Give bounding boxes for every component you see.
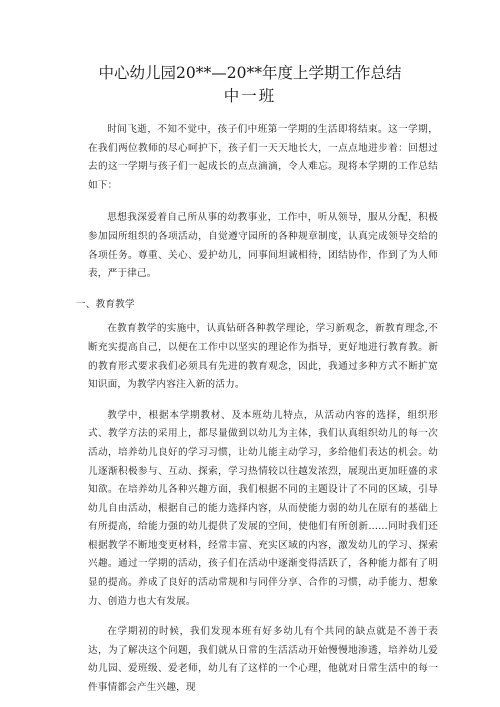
paragraph-intro: 时间飞逝，不知不觉中，孩子们中班第一学期的生活即将结束。这一学期，在我们两位教师的尽心呵护下，孩子们一天天地长大，一点点地进步着：回想过去的这一学期与孩子们一起成长的点点滴滴，令人难忘。现将本学期的工作总结如下： bbox=[88, 124, 438, 191]
paragraph-teaching-3: 在学期初的时候，我们发现本班有好多幼儿有个共同的缺点就是不善于表达，为了解决这个问题，我们就从日常的生活活动开始慢慢地渗透，培养幼儿爱幼儿园、爱班级、爱老师，幼儿有了这样的一个心理，他就对日常生活中的每一件事情都会产生兴趣，现 bbox=[88, 626, 438, 694]
section-heading: 一、教育教学 bbox=[76, 298, 135, 310]
paragraph-teaching-2: 教学中，根据本学期教材、及本班幼儿特点，从活动内容的选择，组织形式、教学方法的采用上，都尽量做到以幼儿为主体，我们认真组织幼儿的每一次活动，培养幼儿良好的学习习惯，让幼儿能主动学习，多给他们表达的机会。幼儿逐渐积极参与、互动、探索，学习热情较以往越发浓烈，展现出更加旺盛的求知欲。在培养幼儿各种兴趣方面，我们根据不同的主题设计了不同的区域，引导幼儿自由活动，根据自己的能力选择内容，从而使能力弱的幼儿在原有的基础上有所提高，给能力强的幼儿提供了发展的空间，使他们有所创新……同时我们还根据教学不断地变更材料，经常丰富、充实区域的内容，激发幼儿的学习、探索兴趣。通过一学期的活动，孩子们在活动中逐渐变得活跃了，各种能力都有了明显的提高。养成了良好的活动常规和与同伴分享、合作的习惯，动手能力、想象力、创造力也大有发展。 bbox=[88, 409, 438, 607]
document-subtitle: 中一班 bbox=[223, 87, 277, 105]
document-title: 中心幼儿园20**—20**年度上学期工作总结 bbox=[98, 64, 402, 82]
paragraph-teaching-1: 在教育教学的实施中，认真钻研各种教学理论，学习新观念，新教育理念,不断充实提高自己，以便在工作中以坚实的理论作为指导，更好地进行教育教。新的教育形式要求我们必须具有先进的教育观念，因此，我通过多种方式不断扩宽知识面，为教学内容注入新的活力。 bbox=[88, 323, 438, 391]
paragraph-thought: 思想我深爱着自己所从事的幼教事业，工作中，听从领导，服从分配，积极参加园所组织的各项活动，自觉遵守园所的各种规章制度，认真完成领导交给的各项任务。尊重、关心、爱护幼儿，同事间坦诚相待，团结协作，作到了为人师表，严于律己。 bbox=[88, 212, 438, 280]
